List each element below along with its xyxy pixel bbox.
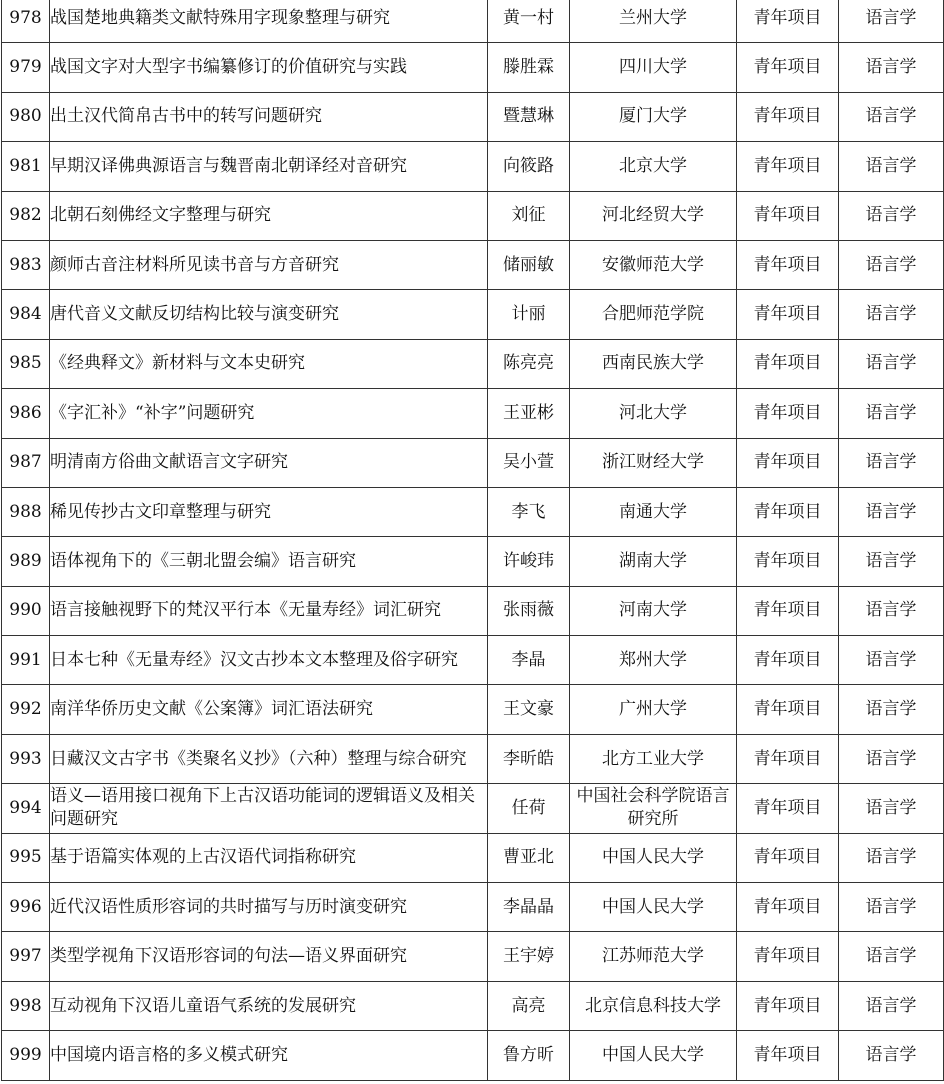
row-number: 998 <box>2 981 50 1030</box>
table-body <box>2 0 944 1080</box>
institution: 兰州大学 <box>570 0 737 43</box>
researcher-name: 李晶晶 <box>488 883 570 932</box>
discipline: 语言学 <box>839 389 944 438</box>
institution: 中国人民大学 <box>570 1031 737 1080</box>
discipline: 语言学 <box>839 1031 944 1080</box>
table-row <box>2 685 944 734</box>
table-row <box>2 586 944 635</box>
researcher-name: 曹亚北 <box>488 833 570 882</box>
discipline: 语言学 <box>839 685 944 734</box>
project-type: 青年项目 <box>737 0 839 43</box>
table-row <box>2 537 944 586</box>
discipline: 语言学 <box>839 932 944 981</box>
institution: 中国人民大学 <box>570 883 737 932</box>
row-number: 991 <box>2 636 50 685</box>
researcher-name: 王亚彬 <box>488 389 570 438</box>
institution: 广州大学 <box>570 685 737 734</box>
row-number: 994 <box>2 784 50 833</box>
project-type: 青年项目 <box>737 191 839 240</box>
table-row <box>2 92 944 141</box>
researcher-name: 李飞 <box>488 487 570 536</box>
project-type: 青年项目 <box>737 833 839 882</box>
project-type: 青年项目 <box>737 685 839 734</box>
table-row <box>2 981 944 1030</box>
researcher-name: 王文豪 <box>488 685 570 734</box>
project-title: 日本七种《无量寿经》汉文古抄本文本整理及俗字研究 <box>50 636 488 685</box>
project-title: 北朝石刻佛经文字整理与研究 <box>50 191 488 240</box>
project-title: 互动视角下汉语儿童语气系统的发展研究 <box>50 981 488 1030</box>
project-type: 青年项目 <box>737 734 839 783</box>
project-title: 基于语篇实体观的上古汉语代词指称研究 <box>50 833 488 882</box>
discipline: 语言学 <box>839 537 944 586</box>
table-row <box>2 636 944 685</box>
row-number: 979 <box>2 43 50 92</box>
researcher-name: 滕胜霖 <box>488 43 570 92</box>
discipline: 语言学 <box>839 981 944 1030</box>
discipline: 语言学 <box>839 0 944 43</box>
table-row <box>2 932 944 981</box>
row-number: 985 <box>2 339 50 388</box>
table-row <box>2 734 944 783</box>
discipline: 语言学 <box>839 290 944 339</box>
row-number: 989 <box>2 537 50 586</box>
project-title: 语体视角下的《三朝北盟会编》语言研究 <box>50 537 488 586</box>
table-row <box>2 389 944 438</box>
institution: 安徽师范大学 <box>570 240 737 289</box>
discipline: 语言学 <box>839 833 944 882</box>
researcher-name: 向筱路 <box>488 142 570 191</box>
institution: 郑州大学 <box>570 636 737 685</box>
project-list-table <box>1 0 944 1081</box>
row-number: 978 <box>2 0 50 43</box>
researcher-name: 暨慧琳 <box>488 92 570 141</box>
institution: 西南民族大学 <box>570 339 737 388</box>
institution: 河南大学 <box>570 586 737 635</box>
project-title: 唐代音义文献反切结构比较与演变研究 <box>50 290 488 339</box>
project-type: 青年项目 <box>737 290 839 339</box>
row-number: 999 <box>2 1031 50 1080</box>
researcher-name: 计丽 <box>488 290 570 339</box>
row-number: 988 <box>2 487 50 536</box>
institution: 浙江财经大学 <box>570 438 737 487</box>
project-type: 青年项目 <box>737 932 839 981</box>
row-number: 987 <box>2 438 50 487</box>
project-title: 战国文字对大型字书编纂修订的价值研究与实践 <box>50 43 488 92</box>
project-title: 南洋华侨历史文献《公案簿》词汇语法研究 <box>50 685 488 734</box>
institution: 北京大学 <box>570 142 737 191</box>
project-type: 青年项目 <box>737 537 839 586</box>
table-row <box>2 883 944 932</box>
project-type: 青年项目 <box>737 981 839 1030</box>
project-title: 《字汇补》“补字”问题研究 <box>50 389 488 438</box>
institution: 河北经贸大学 <box>570 191 737 240</box>
researcher-name: 李昕皓 <box>488 734 570 783</box>
discipline: 语言学 <box>839 142 944 191</box>
researcher-name: 陈亮亮 <box>488 339 570 388</box>
table-row <box>2 142 944 191</box>
table-row <box>2 833 944 882</box>
table-row <box>2 339 944 388</box>
discipline: 语言学 <box>839 883 944 932</box>
table-row <box>2 438 944 487</box>
project-type: 青年项目 <box>737 487 839 536</box>
institution: 北京信息科技大学 <box>570 981 737 1030</box>
institution: 北方工业大学 <box>570 734 737 783</box>
table-row <box>2 240 944 289</box>
row-number: 997 <box>2 932 50 981</box>
row-number: 980 <box>2 92 50 141</box>
researcher-name: 吴小萱 <box>488 438 570 487</box>
discipline: 语言学 <box>839 92 944 141</box>
researcher-name: 黄一村 <box>488 0 570 43</box>
row-number: 992 <box>2 685 50 734</box>
project-type: 青年项目 <box>737 43 839 92</box>
discipline: 语言学 <box>839 586 944 635</box>
institution: 厦门大学 <box>570 92 737 141</box>
project-title: 日藏汉文古字书《类聚名义抄》（六种）整理与综合研究 <box>50 734 488 783</box>
project-title: 颜师古音注材料所见读书音与方音研究 <box>50 240 488 289</box>
researcher-name: 张雨薇 <box>488 586 570 635</box>
researcher-name: 高亮 <box>488 981 570 1030</box>
row-number: 983 <box>2 240 50 289</box>
project-type: 青年项目 <box>737 586 839 635</box>
institution: 中国人民大学 <box>570 833 737 882</box>
researcher-name: 刘征 <box>488 191 570 240</box>
table-row <box>2 0 944 43</box>
row-number: 984 <box>2 290 50 339</box>
researcher-name: 李晶 <box>488 636 570 685</box>
discipline: 语言学 <box>839 191 944 240</box>
researcher-name: 许峻玮 <box>488 537 570 586</box>
project-type: 青年项目 <box>737 1031 839 1080</box>
discipline: 语言学 <box>839 339 944 388</box>
discipline: 语言学 <box>839 636 944 685</box>
project-title: 语言接触视野下的梵汉平行本《无量寿经》词汇研究 <box>50 586 488 635</box>
institution: 合肥师范学院 <box>570 290 737 339</box>
researcher-name: 王宇婷 <box>488 932 570 981</box>
project-title: 出土汉代简帛古书中的转写问题研究 <box>50 92 488 141</box>
table-row <box>2 290 944 339</box>
project-type: 青年项目 <box>737 883 839 932</box>
project-title: 近代汉语性质形容词的共时描写与历时演变研究 <box>50 883 488 932</box>
project-title: 类型学视角下汉语形容词的句法—语义界面研究 <box>50 932 488 981</box>
project-type: 青年项目 <box>737 636 839 685</box>
discipline: 语言学 <box>839 784 944 833</box>
project-title: 战国楚地典籍类文献特殊用字现象整理与研究 <box>50 0 488 43</box>
project-type: 青年项目 <box>737 784 839 833</box>
discipline: 语言学 <box>839 240 944 289</box>
project-type: 青年项目 <box>737 339 839 388</box>
institution: 四川大学 <box>570 43 737 92</box>
institution: 江苏师范大学 <box>570 932 737 981</box>
table-row <box>2 487 944 536</box>
researcher-name: 鲁方昕 <box>488 1031 570 1080</box>
project-title: 稀见传抄古文印章整理与研究 <box>50 487 488 536</box>
project-title: 明清南方俗曲文献语言文字研究 <box>50 438 488 487</box>
project-title: 语义—语用接口视角下上古汉语功能词的逻辑语义及相关问题研究 <box>50 784 488 833</box>
row-number: 981 <box>2 142 50 191</box>
project-title: 早期汉译佛典源语言与魏晋南北朝译经对音研究 <box>50 142 488 191</box>
project-title: 中国境内语言格的多义模式研究 <box>50 1031 488 1080</box>
table-row <box>2 43 944 92</box>
discipline: 语言学 <box>839 438 944 487</box>
row-number: 996 <box>2 883 50 932</box>
row-number: 986 <box>2 389 50 438</box>
project-title: 《经典释文》新材料与文本史研究 <box>50 339 488 388</box>
institution: 湖南大学 <box>570 537 737 586</box>
discipline: 语言学 <box>839 43 944 92</box>
project-type: 青年项目 <box>737 389 839 438</box>
discipline: 语言学 <box>839 487 944 536</box>
project-type: 青年项目 <box>737 240 839 289</box>
researcher-name: 储丽敏 <box>488 240 570 289</box>
discipline: 语言学 <box>839 734 944 783</box>
row-number: 993 <box>2 734 50 783</box>
institution: 南通大学 <box>570 487 737 536</box>
row-number: 982 <box>2 191 50 240</box>
row-number: 990 <box>2 586 50 635</box>
institution: 中国社会科学院语言研究所 <box>570 784 737 833</box>
table-row <box>2 784 944 833</box>
institution: 河北大学 <box>570 389 737 438</box>
table-row <box>2 1031 944 1080</box>
project-type: 青年项目 <box>737 142 839 191</box>
researcher-name: 任荷 <box>488 784 570 833</box>
row-number: 995 <box>2 833 50 882</box>
table-row <box>2 191 944 240</box>
project-type: 青年项目 <box>737 438 839 487</box>
project-type: 青年项目 <box>737 92 839 141</box>
